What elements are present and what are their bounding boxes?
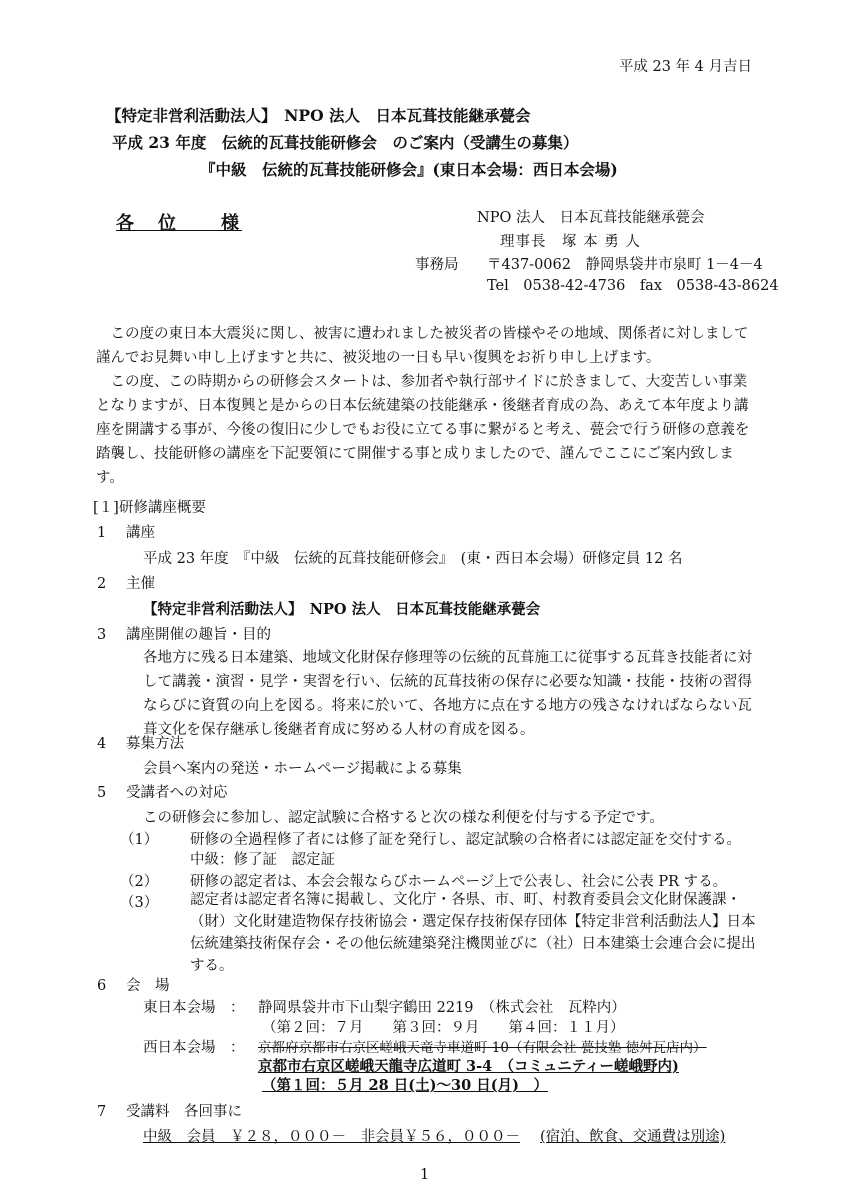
sender-contact: Tel 0538-42-4736 fax 0538-43-8624 <box>487 278 779 294</box>
sender-office-label: 事務局 <box>415 257 459 273</box>
addressee: 各 位 様 <box>116 213 242 234</box>
item-5-sub-2: 研修の認定者は、本会会報ならびホームページ上で公表し、社会に公表 PR する。 <box>190 874 728 890</box>
item-7-title: 受講料 各回事に <box>126 1104 242 1120</box>
item-5-sub-1-number: （1） <box>120 832 159 848</box>
item-6-number: 6 <box>97 978 107 994</box>
item-2-number: 2 <box>97 576 107 592</box>
item-3-number: 3 <box>97 627 107 643</box>
tuition-fee: 中級 会員 ￥２８，０００－ 非会員￥５６，０００－ <box>143 1129 520 1145</box>
venue-east-label: 東日本会場 ： <box>143 1000 245 1016</box>
item-5-number: 5 <box>97 785 107 801</box>
header-line-1: 【特定非営利活動法人】 NPO 法人 日本瓦葺技能継承甍会 <box>106 106 531 125</box>
item-4-title: 募集方法 <box>126 736 184 752</box>
item-5-sub-3: 認定者は認定者名簿に掲載し、文化庁・各県、市、町、村教育委員会文化財保護課・（財）文化財建造物保存技術協会・選定保存技術保存団体【特定非営利活動法人】日本伝統建築技術保存会・その他伝統建築発注機関並びに（社）日本建築士会連合会に提出する。 <box>190 892 756 974</box>
item-5-body: この研修会に参加し、認定試験に合格すると次の様な利便を付与する予定です。 <box>143 810 664 826</box>
item-3-body: 各地方に残る日本建築、地域文化財保存修理等の伝統的瓦葺施工に従事する瓦葺き技能者に対して講義・演習・見学・実習を行い、伝統的瓦葺技術の保存に必要な知識・技能・技術の習得ならびに資質の向上を図る。将来に於いて、各地方に点在する地方の残さなければならない瓦葺文化を保存継承し後継者育成に努める人材の育成を図る。 <box>143 650 752 738</box>
item-5-sub-1: 研修の全過程修了者には修了証を発行し、認定試験の合格者には認定証を交付する。 <box>190 832 741 848</box>
item-2-body: 【特定非営利活動法人】 NPO 法人 日本瓦葺技能継承甍会 <box>143 601 541 618</box>
venue-west: 京都府京都市右京区嵯峨天竜寺車道町 10（有限会社 甍技塾 徳舛瓦店内） <box>258 1040 707 1056</box>
item-5-sub-2-number: （2） <box>120 874 159 890</box>
venue-west-2: 京都市右京区嵯峨天龍寺広道町 3-4 （コミュニティー嵯峨野内) <box>258 1058 679 1075</box>
item-1-number: 1 <box>97 525 107 541</box>
page-number: 1 <box>420 1167 430 1183</box>
venue-east-schedule: （第２回：７月 第３回：９月 第４回：１１月） <box>262 1020 625 1036</box>
item-7-number: 7 <box>97 1104 107 1120</box>
sender-address: 〒437-0062 静岡県袋井市泉町 1－4－4 <box>487 257 763 273</box>
sender-org: NPO 法人 日本瓦葺技能継承甍会 <box>477 210 705 226</box>
item-5-sub-3-number: （3） <box>120 895 159 911</box>
sender-chair: 理事長 塚 本 勇 人 <box>500 234 641 250</box>
item-4-number: 4 <box>97 736 107 752</box>
item-6-title: 会 場 <box>126 978 170 994</box>
intro-paragraph-1: この度の東日本大震災に関し、被害に遭われました被災者の皆様やその地域、関係者に対しまして謹んでお見舞い申し上げますと共に、被災地の一日も早い復興をお祈り申し上げます。 <box>96 326 749 366</box>
venue-west-schedule: （第１回：５月 28 日(土)～30 日(月) ） <box>262 1077 548 1094</box>
venue-east: 静岡県袋井市下山梨字鶴田 2219 （株式会社 瓦粋内） <box>258 1000 626 1016</box>
header-line-3: 『中級 伝統的瓦葺技能研修会』(東日本会場：西日本会場) <box>200 160 618 179</box>
section-title: [１]研修講座概要 <box>93 500 206 516</box>
item-4-body: 会員へ案内の発送・ホームページ掲載による募集 <box>143 761 462 777</box>
item-1-title: 講座 <box>126 525 155 541</box>
item-1-body: 平成 23 年度 『中級 伝統的瓦葺技能研修会』 (東・西日本会場）研修定員 12 名 <box>143 551 683 567</box>
header-line-2: 平成 23 年度 伝統的瓦葺技能研修会 のご案内（受講生の募集） <box>112 133 579 152</box>
item-5-title: 受講者への対応 <box>126 785 228 801</box>
intro-paragraph-2: この度、この時期からの研修会スタートは、参加者や執行部サイドに於きまして、大変苦しい事業となりますが、日本復興と是からの日本伝統建築の技能継承・後継者育成の為、あえて本年度より講座を開講する事が、今後の復旧に少しでもお役に立てる事に繋がると考え、甍会で行う研修の意義を踏襲し、技能研修の講座を下記要領にて開催する事と成りましたので、謹んでここにご案内致します。 <box>96 374 750 486</box>
venue-west-label: 西日本会場 ： <box>143 1040 245 1056</box>
document-date: 平成 23 年 4 月吉日 <box>618 59 752 75</box>
item-2-title: 主催 <box>126 576 155 592</box>
item-5-sub-1b: 中級：修了証 認定証 <box>190 852 335 868</box>
item-3-title: 講座開催の趣旨・目的 <box>126 627 271 643</box>
tuition-fee-note: (宿泊、飲食、交通費は別途) <box>540 1129 726 1145</box>
